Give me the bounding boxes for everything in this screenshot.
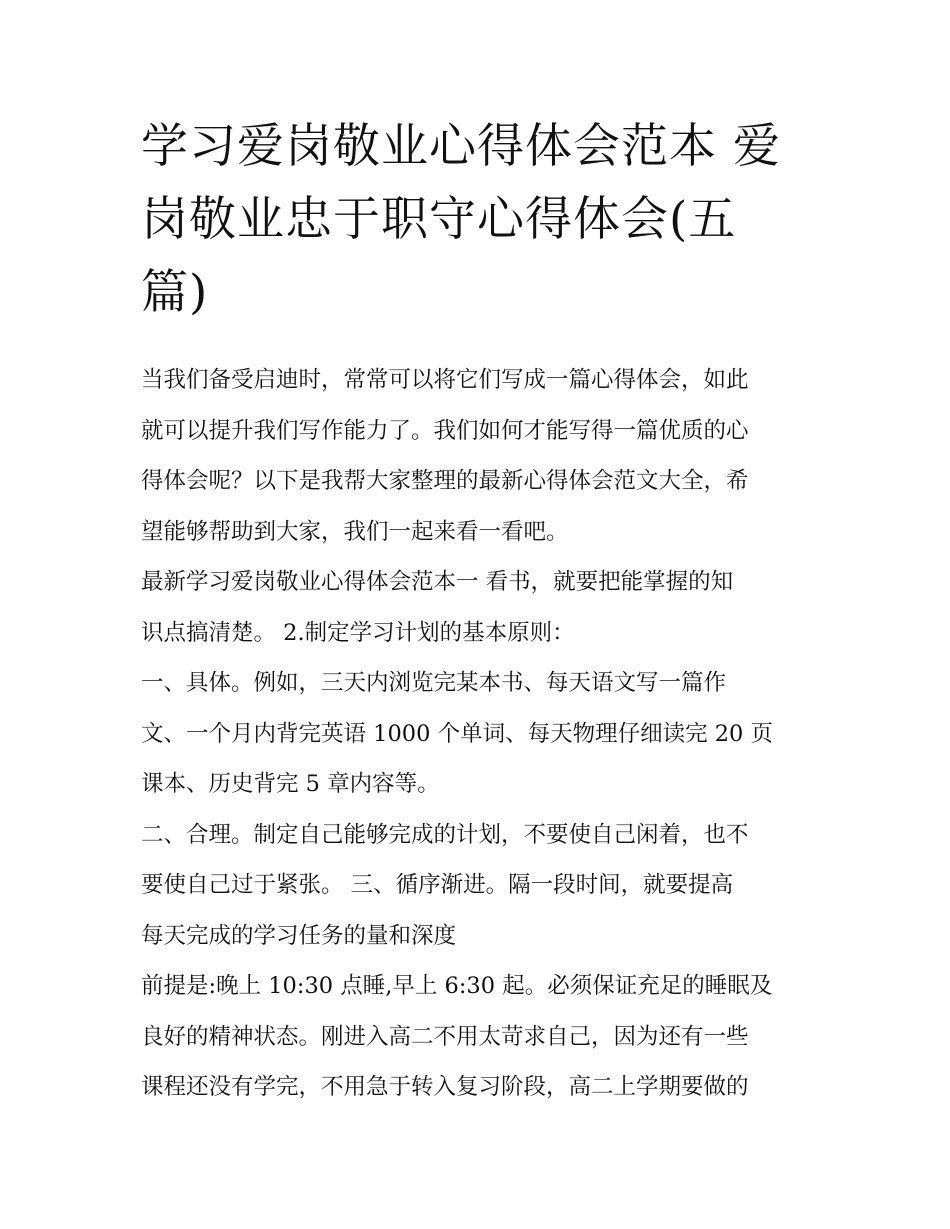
body-line: 最新学习爱岗敬业心得体会范本一 看书，就要把能掌握的知 (141, 569, 734, 595)
body-line: 良好的精神状态。刚进入高二不用太苛求自己，因为还有一些 (141, 1023, 749, 1050)
title-line: 篇) (141, 265, 209, 320)
body-line: 得体会呢？以下是我帮大家整理的最新心得体会范文大全，希 (141, 468, 749, 494)
body-line: 文、一个月内背完英语 1000 个单词、每天物理仔细读完 20 页 (141, 720, 774, 747)
body-line: 每天完成的学习任务的量和深度 (141, 922, 457, 949)
body-line: 识点搞清楚。 2.制定学习计划的基本原则： (141, 619, 575, 646)
document-body (141, 355, 813, 1113)
body-line: 前提是:晚上 10:30 点睡,早上 6:30 起。必须保证充足的睡眠及 (141, 973, 773, 999)
body-line: 望能够帮助到大家，我们一起来看一看吧。 (141, 518, 569, 545)
document-title (141, 110, 813, 329)
title-line: 学习爱岗敬业心得体会范本 爱 (141, 119, 781, 174)
body-line: 课程还没有学完，不用急于转入复习阶段，高二上学期要做的 (141, 1074, 749, 1100)
body-line: 二、合理。制定自己能够完成的计划，不要使自己闲着，也不 (141, 821, 749, 848)
body-line: 课本、历史背完 5 章内容等。 (141, 771, 440, 797)
title-line: 岗敬业忠于职守心得体会(五 (141, 192, 737, 247)
body-line: 就可以提升我们写作能力了。我们如何才能写得一篇优质的心 (141, 417, 749, 444)
body-line: 要使自己过于紧张。 三、循序渐进。隔一段时间，就要提高 (141, 872, 734, 898)
body-line: 一、具体。例如，三天内浏览完某本书、每天语文写一篇作 (141, 670, 727, 696)
body-line: 当我们备受启迪时，常常可以将它们写成一篇心得体会，如此 (141, 367, 749, 393)
